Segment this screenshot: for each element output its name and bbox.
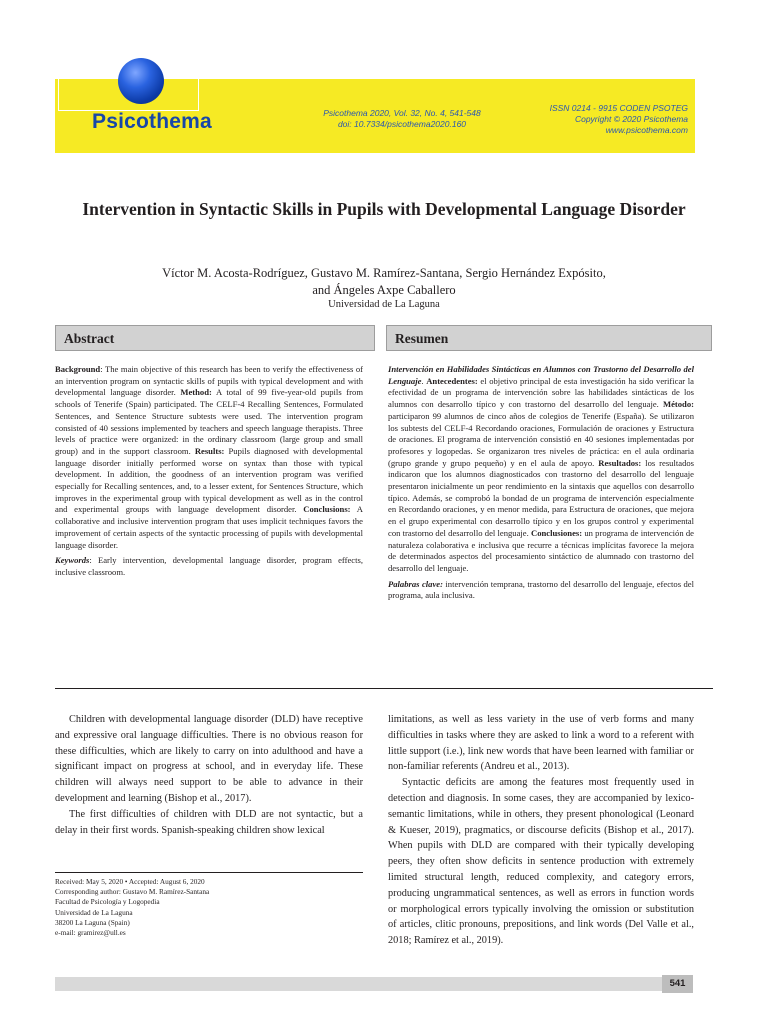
conclusiones-label: Conclusiones: — [531, 527, 583, 538]
authors-line-1: Víctor M. Acosta-Rodríguez, Gustavo M. Ramírez-Santana, Sergio Hernández Expósito, — [162, 266, 606, 280]
antecedentes-text: el objetivo principal de esta investigación ha sido verificar la efectividad de un programa de intervención sobre las habilidades sintácticas de los alumnos con desarrollo típico y con trastorno del desarrollo del lenguaje. — [388, 375, 694, 410]
citation-volume: Psicothema 2020, Vol. 32, No. 4, 541-548 — [323, 108, 481, 118]
website-link[interactable]: www.psicothema.com — [605, 125, 688, 135]
corresponding-author: Corresponding author: Gustavo M. Ramírez-Santana — [55, 887, 210, 897]
results-label: Results: — [194, 445, 225, 456]
author-list — [90, 265, 678, 299]
palabras-text: intervención temprana, trastorno del desarrollo del lenguaje, efectos del programa, aula inclusiva. — [388, 578, 695, 601]
abstract-paragraph — [55, 364, 363, 551]
resumen-heading: Resumen — [386, 325, 712, 351]
body-paragraph: limitations, as well as less variety in the use of verb forms and many difficulties in tasks where they are asked to link a word to a referent with little support (i.e.), link new words that have been learned with familiar or non-familiar referents (Andreu et al., 2013). — [388, 714, 694, 773]
background-text: : The main objective of this research has been to verify the effectiveness of an intervention program on syntactic skills of pupils with typical development and with developmental language disorder. — [55, 364, 363, 398]
body-paragraph: Syntactic deficits are among the features most frequently used in detection and diagnosis. In some cases, they are accompanied by lexico-semantic limitations, while in others, they present phonological (Leonard & Kueser, 2019), pragmatics, or discourse deficits (Bishop et al., 2017). When pupils with DLD are compared with their typically developing peers, they often show deficits in sentence production with extremely limited structural length, reduced complexity, and category errors, producing ungrammatical sentences, as well as errors in function words or morphological errors typically involving the omission or substitution of articles, clitic pronouns, prepositions, and link words (Del Valle et al., 2018; Ramírez et al., 2019). — [388, 777, 694, 947]
conclusions-label: Conclusions: — [303, 504, 351, 515]
logo-sphere-icon — [118, 58, 164, 104]
keywords-label: Keywords — [55, 555, 90, 566]
citation-doi: doi: 10.7334/psicothema2020.160 — [337, 119, 467, 129]
body-column-left — [55, 712, 363, 838]
citation-block — [318, 108, 486, 130]
keywords-text: : Early intervention, developmental language disorder, program effects, inclusive classroom. — [55, 555, 363, 577]
section-divider — [55, 688, 713, 689]
faculty: Facultad de Psicología y Logopedia — [55, 897, 160, 907]
publisher-info — [536, 103, 688, 136]
copyright: Copyright © 2020 Psicothema — [574, 114, 688, 124]
spanish-title: Intervención en Habilidades Sintácticas en Alumnos con Trastorno del Desarrollo del Lenguaje — [388, 364, 694, 386]
conclusiones-text: un programa de intervención de naturaleza colaborativa e inclusiva que recurre a técnicas implícitas favorece la mejora de determinados aspectos del procesamiento sintáctico de alumnado con trastorno del desarrollo del lenguaje. — [388, 527, 694, 573]
spanish-title-end: . — [421, 375, 427, 386]
authors-line-2: and Ángeles Axpe Caballero — [312, 283, 456, 297]
resumen-paragraph — [388, 364, 694, 575]
method-label: Method: — [180, 387, 212, 398]
abstract-heading: Abstract — [55, 325, 375, 351]
journal-logo: Psicothema — [92, 110, 212, 133]
resultados-label: Resultados: — [598, 457, 642, 468]
resultados-text: los resultados indicaron que los alumnos diagnosticados con trastorno del desarrollo del lenguaje presentaron inicialmente un peor rendimiento en la sintaxis que aquellos con desarrollo típico. Además, se comprobó la bondad de un programa de intervención especialmente en Recordando oraciones, y en menor medida, para Estructura de oraciones, que mejora en el grupo experimental con desarrollo típico y en los grupos control y experimental con trastorno del desarrollo del lenguaje. — [388, 457, 695, 538]
palabras-clave — [388, 579, 694, 602]
university: Universidad de La Laguna — [55, 907, 133, 917]
issn: ISSN 0214 - 9915 CODEN PSOTEG — [549, 103, 688, 113]
email-link[interactable]: e-mail: gramirez@ull.es — [55, 928, 126, 938]
footnote-divider — [55, 872, 363, 873]
antecedentes-label: Antecedentes: — [426, 375, 478, 386]
method-text: A total of 99 five-year-old pupils from schools of Tenerife (Spain) participated. The CELF-4 Recalling Sentences, Formulated Sentences, and Sentence Structure subtests were used. The intervention program consisted of 40 sessions implemented by teachers and speech language therapists. Three levels of practice were organized: in the ordinary classroom (large group and small group) and in the support classroom. — [55, 387, 364, 456]
correspondence-footnote — [55, 877, 363, 938]
background-label: Background — [55, 364, 101, 374]
affiliation: Universidad de La Laguna — [328, 299, 440, 310]
body-paragraph: The first difficulties of children with DLD are not syntactic, but a delay in their first words. Spanish-speaking children show lexical — [55, 808, 363, 836]
received-dates: Received: May 5, 2020 • Accepted: August 6, 2020 — [55, 877, 205, 886]
article-title: Intervention in Syntactic Skills in Pupils with Developmental Language Disorder — [82, 199, 686, 219]
footer-bar — [55, 977, 693, 991]
metodo-text: participaron 99 alumnos de cinco años de colegios de Tenerife (España). Se utilizaron los subtests del CELF-4 Recordando oraciones, Formulación de oraciones y Estructura de oraciones. El programa de intervención consistió en 40 sesiones implementadas por profesores y logopedas. Se organizaron tres niveles de práctica: en el aula ordinaria (grupo grande y grupo pequeño) y en el aula de apoyo. — [388, 410, 694, 468]
results-text: Pupils diagnosed with developmental language disorder initially performed worse on syntax than those with typical development. In addition, the goodness of an intervention program was verified especially for Recalling sentences, and, to a lesser extent, for Sentences Structure, which improves in the experimental group with typical development as well as in the control and experimental groups with language development disorder. — [55, 445, 363, 515]
body-paragraph: Children with developmental language disorder (DLD) have receptive and expressive oral language difficulties. There is no obvious reason for these difficulties, which are likely to carry on into adulthood and have a significant impact on progress at school, and in everyday life. These children will always need support to be able to advance in their development and learning (Bishop et al., 2017). — [55, 714, 363, 804]
abstract-body — [55, 364, 363, 579]
conclusions-text: A collaborative and inclusive intervention program that uses implicit techniques favors the improvement of certain aspects of the syntactic processing of pupils with developmental language disorder. — [55, 504, 363, 550]
body-column-right — [388, 712, 694, 949]
palabras-label: Palabras clave: — [388, 578, 443, 589]
resumen-body — [388, 364, 694, 602]
postal-address: 38200 La Laguna (Spain) — [55, 917, 130, 927]
keywords — [55, 555, 363, 578]
page-number: 541 — [662, 975, 693, 993]
metodo-label: Método: — [662, 399, 694, 410]
